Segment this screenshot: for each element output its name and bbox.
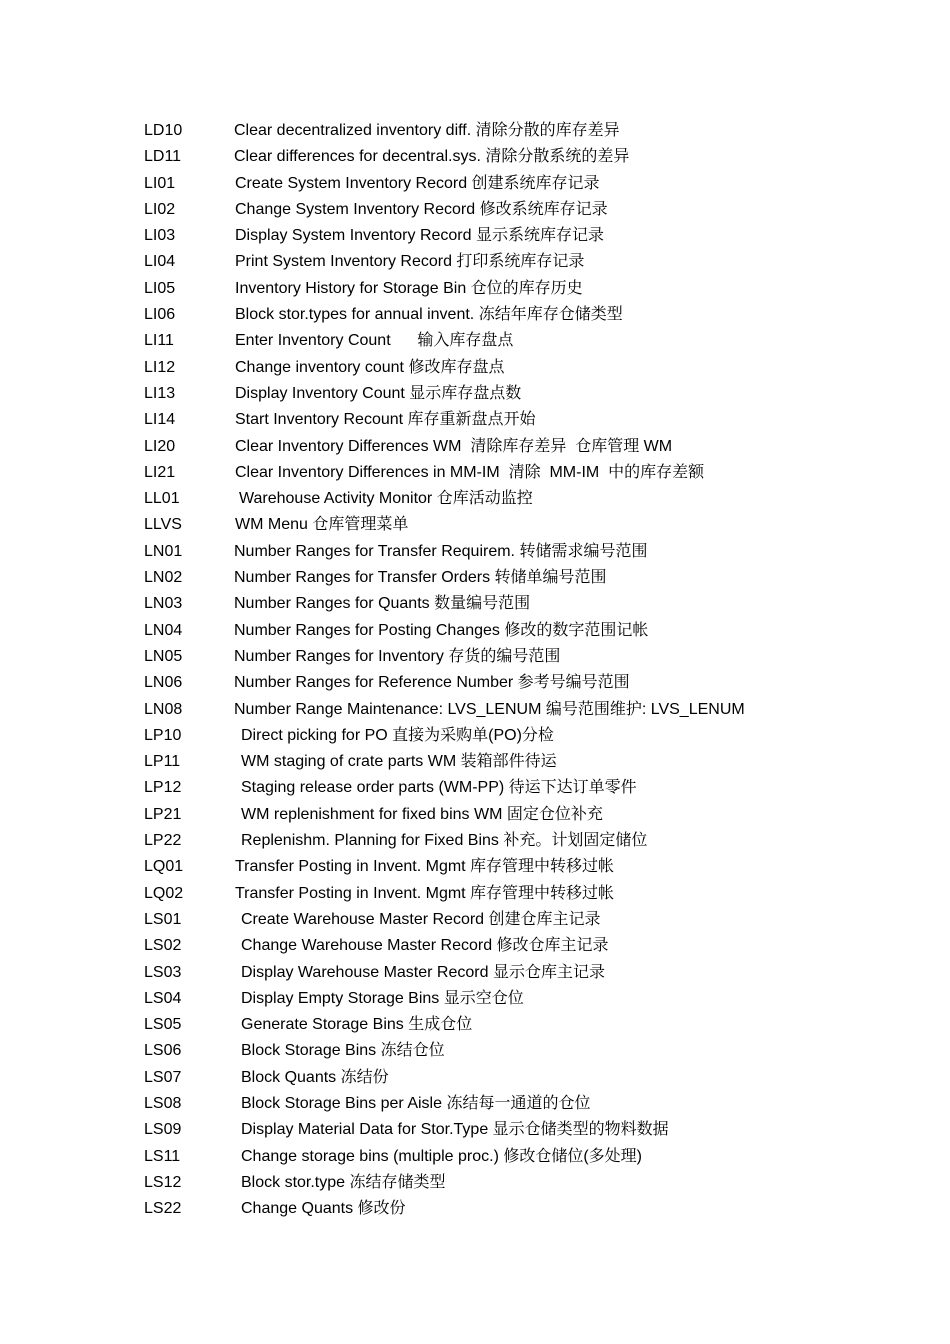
transaction-description: Number Ranges for Transfer Orders 转储单编号范围 <box>234 569 607 587</box>
transaction-description: Change Quants 修改份 <box>241 1200 406 1218</box>
list-item <box>144 1144 934 1170</box>
transaction-code: LN05 <box>144 647 183 665</box>
transaction-code: LP12 <box>144 779 182 797</box>
list-item <box>144 881 934 907</box>
transaction-code: LN04 <box>144 621 183 639</box>
transaction-description: WM staging of crate parts WM 装箱部件待运 <box>241 753 557 771</box>
transaction-description: Clear differences for decentral.sys. 清除分散系统的差异 <box>234 148 630 166</box>
transaction-code: LS11 <box>144 1147 181 1165</box>
transaction-description: Number Ranges for Inventory 存货的编号范围 <box>234 647 561 665</box>
list-item <box>144 1170 934 1196</box>
transaction-code: LI21 <box>144 463 176 481</box>
transaction-code: LP21 <box>144 805 182 823</box>
transaction-description: Number Ranges for Transfer Requirem. 转储需求编号范围 <box>234 542 648 560</box>
list-item <box>144 802 934 828</box>
list-item <box>144 670 934 696</box>
transaction-code: LI01 <box>144 174 176 192</box>
list-item <box>144 933 934 959</box>
transaction-description: Number Range Maintenance: LVS_LENUM 编号范围维护: LVS_LENUM <box>234 700 745 718</box>
transaction-code: LQ01 <box>144 858 184 876</box>
list-item <box>144 618 934 644</box>
list-item <box>144 1038 934 1064</box>
transaction-description: Number Ranges for Reference Number 参考号编号范围 <box>234 674 630 692</box>
list-item <box>144 591 934 617</box>
transaction-code: LS09 <box>144 1121 182 1139</box>
transaction-description: Clear decentralized inventory diff. 清除分散的库存差异 <box>234 122 620 139</box>
list-item <box>144 118 934 144</box>
transaction-description: Number Ranges for Posting Changes 修改的数字范围记帐 <box>234 621 649 639</box>
list-item <box>144 907 934 933</box>
transaction-code: LN02 <box>144 569 183 587</box>
transaction-list <box>144 118 934 1222</box>
list-item <box>144 197 934 223</box>
list-item <box>144 749 934 775</box>
list-item <box>144 986 934 1012</box>
transaction-code: LS07 <box>144 1068 182 1086</box>
transaction-description: Warehouse Activity Monitor 仓库活动监控 <box>239 490 533 508</box>
list-item <box>144 1091 934 1117</box>
list-item <box>144 644 934 670</box>
transaction-code: LN08 <box>144 700 183 718</box>
transaction-description: Change inventory count 修改库存盘点 <box>235 358 505 376</box>
transaction-description: Block Storage Bins 冻结仓位 <box>241 1042 445 1060</box>
transaction-code: LS06 <box>144 1042 182 1060</box>
transaction-description: Inventory History for Storage Bin 仓位的库存历史 <box>235 279 583 297</box>
transaction-code: LS22 <box>144 1200 182 1218</box>
list-item <box>144 355 934 381</box>
transaction-code: LD10 <box>144 122 183 139</box>
transaction-description: Create Warehouse Master Record 创建仓库主记录 <box>241 910 601 928</box>
list-item <box>144 1065 934 1091</box>
transaction-code: LD11 <box>144 148 182 166</box>
list-item <box>144 434 934 460</box>
list-item <box>144 539 934 565</box>
list-item <box>144 328 934 354</box>
transaction-code: LQ02 <box>144 884 184 902</box>
transaction-description: Number Ranges for Quants 数量编号范围 <box>234 595 531 613</box>
transaction-description: Display System Inventory Record 显示系统库存记录 <box>235 227 604 245</box>
transaction-description: Enter Inventory Count 输入库存盘点 <box>235 332 514 350</box>
transaction-code: LP11 <box>144 753 181 771</box>
transaction-code: LI14 <box>144 411 176 429</box>
transaction-code: LI12 <box>144 358 176 376</box>
list-item <box>144 460 934 486</box>
list-item <box>144 565 934 591</box>
list-item <box>144 276 934 302</box>
list-item <box>144 1012 934 1038</box>
transaction-code: LI04 <box>144 253 176 271</box>
list-item <box>144 302 934 328</box>
transaction-code: LS08 <box>144 1094 182 1112</box>
transaction-description: Display Material Data for Stor.Type 显示仓储类型的物料数据 <box>241 1121 669 1139</box>
transaction-code: LP22 <box>144 832 182 850</box>
list-item <box>144 171 934 197</box>
transaction-description: Block stor.type 冻结存储类型 <box>241 1173 446 1191</box>
transaction-description: WM Menu 仓库管理菜单 <box>235 516 409 534</box>
transaction-code: LS03 <box>144 963 182 981</box>
transaction-code: LI03 <box>144 227 176 245</box>
list-item <box>144 775 934 801</box>
transaction-code: LN03 <box>144 595 183 613</box>
list-item <box>144 828 934 854</box>
transaction-description: Change System Inventory Record 修改系统库存记录 <box>235 200 608 218</box>
transaction-code: LI06 <box>144 306 176 324</box>
transaction-description: Start Inventory Recount 库存重新盘点开始 <box>235 411 536 429</box>
transaction-code: LS01 <box>144 910 182 928</box>
list-item <box>144 512 934 538</box>
list-item <box>144 723 934 749</box>
transaction-code: LN01 <box>144 542 183 560</box>
transaction-code: LL01 <box>144 490 180 508</box>
transaction-description: Replenishm. Planning for Fixed Bins 补充。计划固定储位 <box>241 832 648 850</box>
transaction-description: Staging release order parts (WM-PP) 待运下达订单零件 <box>241 779 637 797</box>
transaction-description: Transfer Posting in Invent. Mgmt 库存管理中转移过帐 <box>235 884 615 902</box>
transaction-code: LI20 <box>144 437 176 455</box>
transaction-code: LI05 <box>144 279 176 297</box>
transaction-description: Change storage bins (multiple proc.) 修改仓储位(多处理) <box>241 1147 643 1165</box>
list-item <box>144 144 934 170</box>
transaction-code: LLVS <box>144 516 182 534</box>
transaction-description: Print System Inventory Record 打印系统库存记录 <box>235 253 585 271</box>
list-item <box>144 960 934 986</box>
transaction-code: LS04 <box>144 989 182 1007</box>
transaction-description: Block Quants 冻结份 <box>241 1068 389 1086</box>
transaction-code: LN06 <box>144 674 183 692</box>
transaction-description: Change Warehouse Master Record 修改仓库主记录 <box>241 937 609 955</box>
transaction-code: LI02 <box>144 200 176 218</box>
transaction-description: Display Empty Storage Bins 显示空仓位 <box>241 989 524 1007</box>
list-item <box>144 381 934 407</box>
transaction-description: Block Storage Bins per Aisle 冻结每一通道的仓位 <box>241 1094 591 1112</box>
transaction-description: WM replenishment for fixed bins WM 固定仓位补充 <box>241 805 603 823</box>
transaction-description: Block stor.types for annual invent. 冻结年库存仓储类型 <box>235 306 623 324</box>
transaction-description: Clear Inventory Differences in MM-IM 清除 MM-IM 中的库存差额 <box>235 463 705 481</box>
list-item <box>144 223 934 249</box>
transaction-description: Display Inventory Count 显示库存盘点数 <box>235 384 522 402</box>
transaction-code: LP10 <box>144 726 182 744</box>
transaction-description: Clear Inventory Differences WM 清除库存差异 仓库管理 WM <box>235 437 673 455</box>
list-item <box>144 1196 934 1222</box>
transaction-code: LS12 <box>144 1173 182 1191</box>
list-item <box>144 697 934 723</box>
transaction-description: Create System Inventory Record 创建系统库存记录 <box>235 174 600 192</box>
transaction-code: LS02 <box>144 937 182 955</box>
list-item <box>144 486 934 512</box>
list-item <box>144 249 934 275</box>
transaction-description: Display Warehouse Master Record 显示仓库主记录 <box>241 963 605 981</box>
list-item <box>144 1117 934 1143</box>
transaction-description: Transfer Posting in Invent. Mgmt 库存管理中转移过帐 <box>235 858 615 876</box>
transaction-code: LI11 <box>144 332 174 350</box>
transaction-description: Direct picking for PO 直接为采购单(PO)分检 <box>241 726 554 744</box>
transaction-description: Generate Storage Bins 生成仓位 <box>241 1016 473 1034</box>
list-item <box>144 407 934 433</box>
list-item <box>144 854 934 880</box>
transaction-code: LI13 <box>144 384 176 402</box>
transaction-code: LS05 <box>144 1016 182 1034</box>
